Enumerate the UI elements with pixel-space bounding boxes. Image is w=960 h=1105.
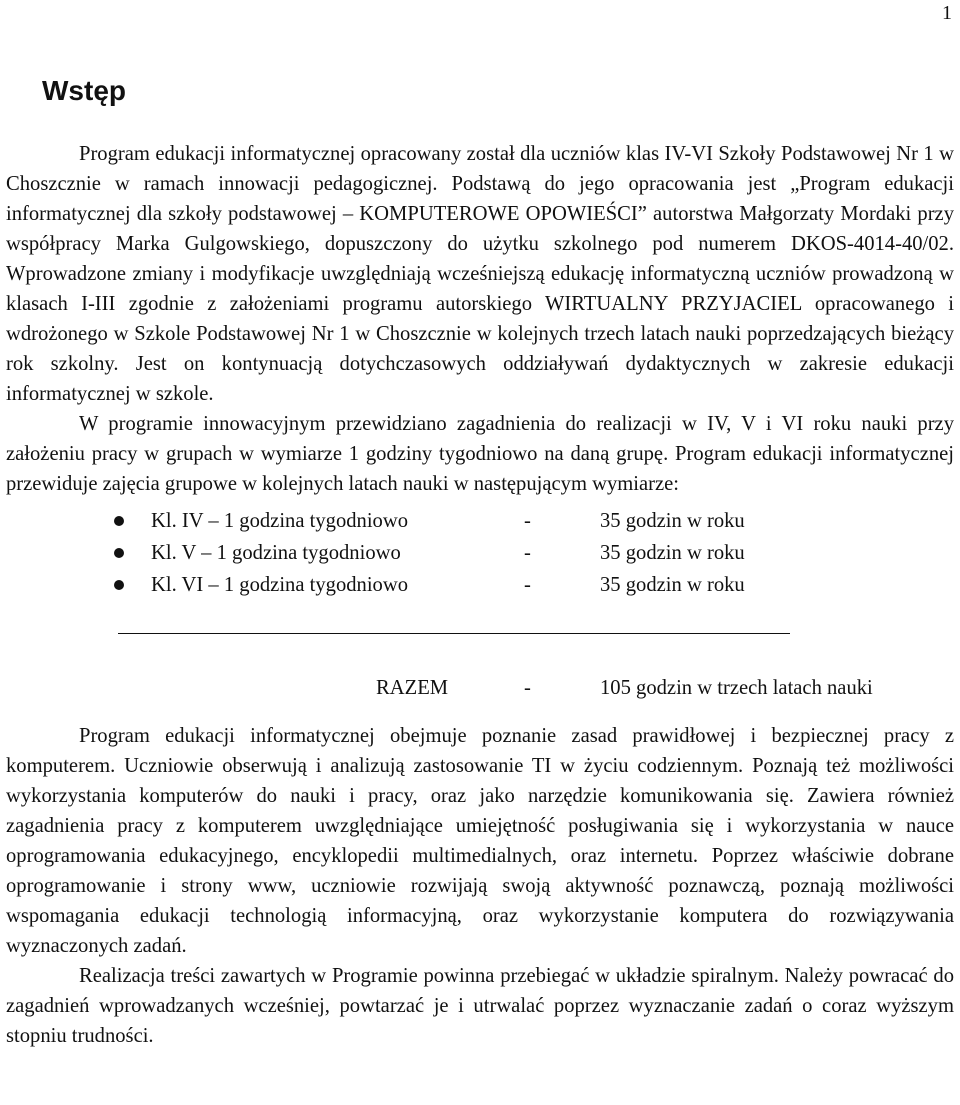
schedule-hours: 35 godzin w roku [600,510,745,532]
schedule-dash: - [524,542,531,564]
schedule-list [6,505,954,601]
total-block [6,655,954,721]
total-rule [118,633,790,634]
bullet-icon [114,548,124,558]
total-row [6,673,954,703]
total-dash: - [524,677,531,699]
schedule-class: Kl. VI – 1 godzina tygodniowo [151,574,409,596]
paragraph-4: Realizacja treści zawartych w Programie powinna przebiegać w układzie spiralnym. Należy powracać do zagadnień wprowadzanych wcześniej, powtarzać je i utrwalać poprzez wyznaczanie zadań o coraz wyższym stopniu trudności. [6,965,954,1047]
page-number: 1 [942,2,952,24]
schedule-dash: - [524,510,531,532]
intro-paragraph-1: Program edukacji informatycznej opracowany został dla uczniów klas IV-VI Szkoły Podstawowej Nr 1 w Choszcznie w ramach innowacji pedagogicznej. Podstawą do jego opracowania jest „Program edukacji informatycznej dla szkoły podstawowej – KOMPUTEROWE OPOWIEŚCI” autorstwa Małgorzaty Mordaki przy współpracy Marka Gulgowskiego, dopuszczony do użytku szkolnego pod numerem DKOS-4014-40/02. Wprowadzone zmiany i modyfikacje uwzględniają wcześniejszą edukację informatyczną uczniów prowadzoną w klasach I-III zgodnie z założeniami programu autorskiego WIRTUALNY PRZYJACIEL opracowanego i wdrożonego w Szkole Podstawowej Nr 1 w Choszcznie w kolejnych trzech latach nauki poprzedzających bieżący rok szkolny. Jest on kontynuacją dotychczasowych oddziaływań dydaktycznych w zakresie edukacji informatycznej w szkole. [6,143,954,405]
bullet-icon [114,580,124,590]
total-value: 105 godzin w trzech latach nauki [600,677,873,699]
schedule-item [6,505,954,537]
document-body [6,139,954,1051]
intro-paragraph-2: W programie innowacyjnym przewidziano zagadnienia do realizacji w IV, V i VI roku nauki przy założeniu pracy w grupach w wymiarze 1 godziny tygodniowo na daną grupę. Program edukacji informatycznej przewiduje zajęcia grupowe w kolejnych latach nauki w następującym wymiarze: [6,413,954,495]
schedule-class: Kl. V – 1 godzina tygodniowo [151,542,401,564]
schedule-item [6,537,954,569]
schedule-hours: 35 godzin w roku [600,574,745,596]
total-label: RAZEM [376,677,449,699]
section-heading: Wstęp [42,75,126,106]
schedule-block [6,505,954,655]
schedule-class: Kl. IV – 1 godzina tygodniowo [151,510,409,532]
schedule-item [6,569,954,601]
schedule-hours: 35 godzin w roku [600,542,745,564]
schedule-dash: - [524,574,531,596]
bullet-icon [114,516,124,526]
paragraph-3: Program edukacji informatycznej obejmuje poznanie zasad prawidłowej i bezpiecznej pracy z komputerem. Uczniowie obserwują i analizują zastosowanie TI w życiu codziennym. Poznają też możliwości wykorzystania komputerów do nauki i pracy, oraz jako narzędzie komunikowania się. Zawiera również zagadnienia pracy z komputerem uwzględniające umiejętność posługiwania się i wykorzystania w nauce oprogramowania edukacyjnego, encyklopedii multimedialnych, oraz internetu. Poprzez właściwie dobrane oprogramowanie i strony www, uczniowie rozwijają swoją aktywność poznawczą, poznają możliwości wspomagania edukacji technologią informacyjną, oraz wykorzystanie komputera do rozwiązywania wyznaczonych zadań. [6,725,954,957]
